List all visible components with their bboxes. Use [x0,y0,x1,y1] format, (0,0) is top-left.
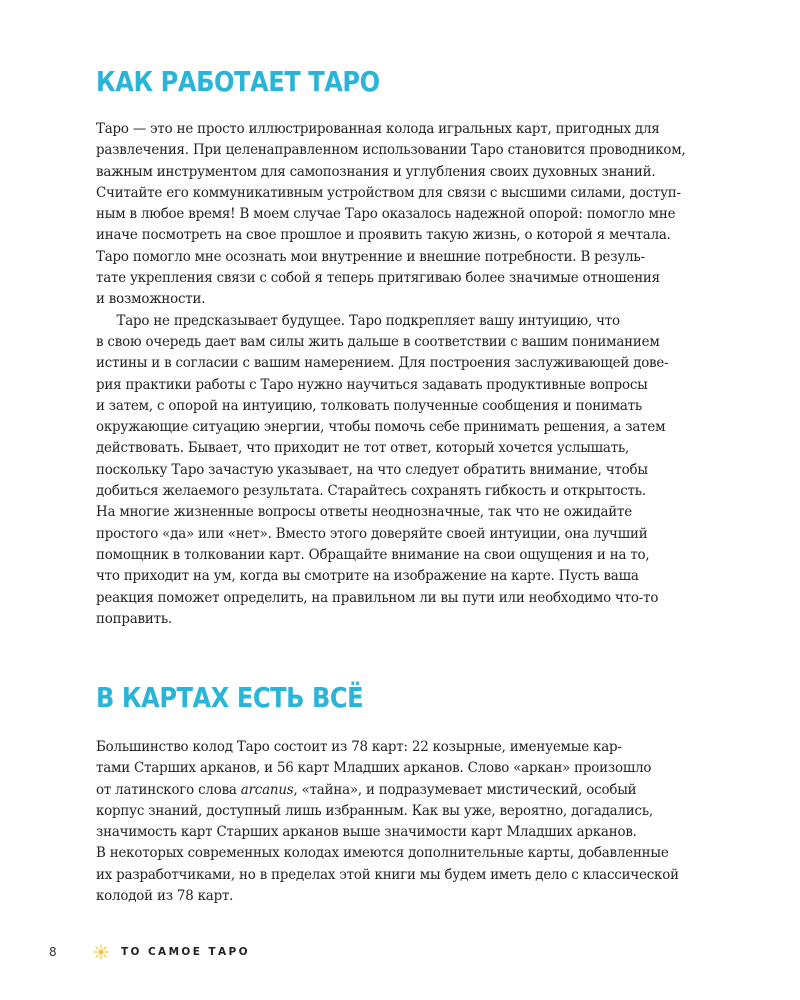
section-body-cards-have-everything [96,737,696,907]
text-line: важным инструментом для самопознания и углубления своих духовных знаний. [96,163,656,180]
text-line-start: от латинского слова [96,781,241,798]
text-line: ным в любое время! В моем случае Таро оказалось надежной опорой: помогло мне [96,206,676,223]
text-line: Большинство колод Таро состоит из 78 карт: 22 козырные, именуемые кар- [96,739,622,755]
text-line: поскольку Таро зачастую указывает, на что следует обратить внимание, чтобы [96,461,648,478]
section-heading-how-tarot-works: КАК РАБОТАЕТ ТАРО [96,65,380,98]
text-line-with-italic [96,780,654,801]
text-line: В некоторых современных колодах имеются дополнительные карты, добавленные [96,845,669,862]
text-line: истины и в согласии с вашим намерением. Для построения заслуживающей дове- [96,355,669,372]
text-line: иначе посмотреть на свое прошлое и проявить такую жизнь, о которой я мечтала. [96,227,671,244]
text-line: тами Старших арканов, и 56 карт Младших арканов. Слово «аркан» произошло [96,760,652,777]
text-line: значимость карт Старших арканов выше значимости карт Младших арканов. [96,824,637,841]
text-line: добиться желаемого результата. Старайтесь сохранять гибкость и открытость. [96,483,646,500]
text-line: Таро помогло мне осознать мои внутренние и внешние потребности. В резуль- [96,248,645,265]
text-line: простого «да» или «нет». Вместо этого доверяйте своей интуиции, она лучший [96,525,648,542]
text-line: их разработчиками, но в пределах этой книги мы будем иметь дело с классической [96,866,679,883]
section-heading-cards-have-everything: В КАРТАХ ЕСТЬ ВСЁ [96,681,364,714]
latin-term: arcanus [240,781,294,798]
text-line-end: , «тайна», и подразумевает мистический, особый [293,781,637,798]
page-footer [0,942,800,966]
text-line: рия практики работы с Таро нужно научиться задавать продуктивные вопросы [96,376,648,393]
paragraph-first-line: Таро не предсказывает будущее. Таро подкрепляет вашу интуицию, что [116,312,620,329]
page-number: 8 [49,945,57,959]
text-line: На многие жизненные вопросы ответы неоднозначные, так что не ожидайте [96,504,632,521]
text-line: реакция поможет определить, на правильном ли вы пути или необходимо что-то [96,589,659,606]
text-line: Таро — это не просто иллюстрированная колода игральных карт, пригодных для [96,121,660,137]
text-line: развлечения. При целенаправленном использовании Таро становится проводником, [96,142,686,159]
text-line: что приходит на ум, когда вы смотрите на изображение на карте. Пусть ваша [96,568,639,585]
text-line: в свою очередь дает вам силы жить дальше в соответствии с вашим пониманием [96,333,660,350]
text-line: колодой из 78 карт. [96,888,234,905]
running-title: ТО САМОЕ ТАРО [121,946,250,958]
text-line: окружающие ситуацию энергии, чтобы помочь себе принимать решения, а затем [96,419,666,436]
sun-icon [93,944,109,960]
text-line: и затем, с опорой на интуицию, толковать полученные сообщения и понимать [96,397,643,414]
text-line: тате укрепления связи с собой я теперь притягиваю более значимые отношения [96,270,660,287]
text-line: и возможности. [96,291,206,308]
text-line: поправить. [96,610,172,627]
text-line: помощник в толковании карт. Обращайте внимание на свои ощущения и на то, [96,546,650,563]
text-line: корпус знаний, доступный лишь избранным. Как вы уже, вероятно, догадались, [96,802,654,819]
text-line: действовать. Бывает, что приходит не тот ответ, который хочется услышать, [96,440,630,457]
text-line: Считайте его коммуникативным устройством для связи с высшими силами, доступ- [96,184,681,201]
section-body-how-tarot-works [96,119,696,630]
